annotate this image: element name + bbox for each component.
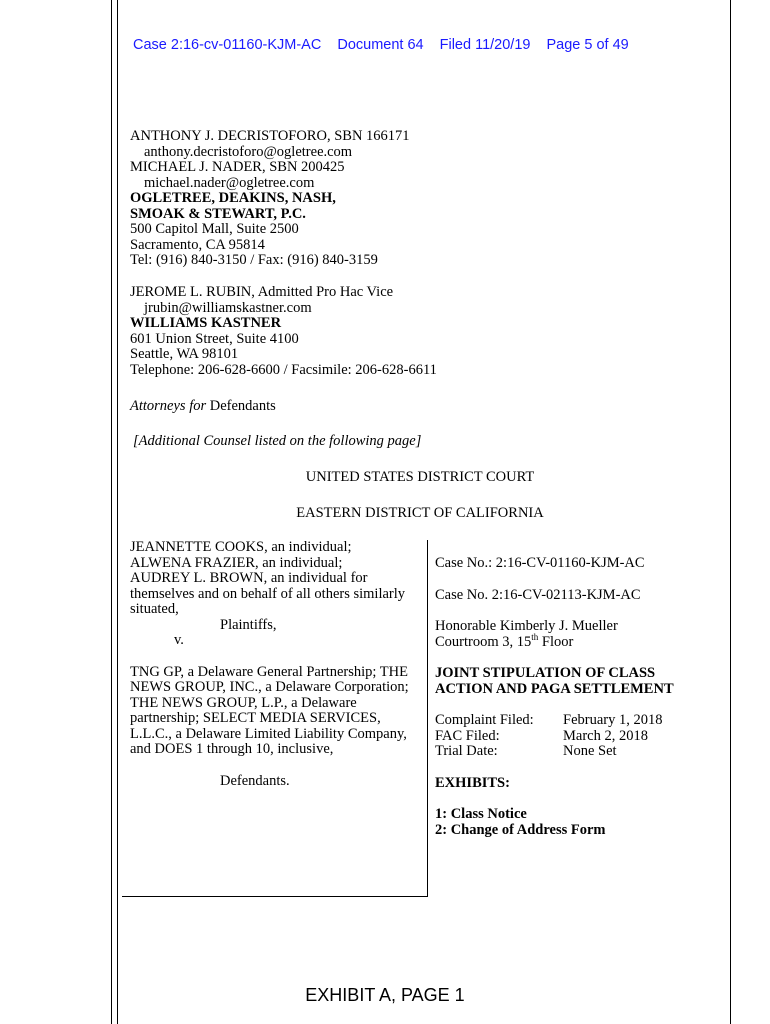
date-value: None Set <box>563 743 617 759</box>
header-filed: Filed 11/20/19 <box>439 37 531 53</box>
date-label: Complaint Filed: <box>435 712 534 728</box>
counsel-line: MICHAEL J. NADER, SBN 200425 <box>130 159 345 175</box>
courtroom-floor: Floor <box>538 633 574 650</box>
counsel-email: anthony.decristoforo@ogletree.com <box>144 143 353 160</box>
exhibit-item: 1: Class Notice <box>435 806 527 822</box>
caption-parties <box>130 540 422 789</box>
defendant-line: NEWS GROUP, INC., a Delaware Corporation; <box>130 679 409 695</box>
defendants-role: Defendants. <box>220 772 290 789</box>
document-title: ACTION AND PAGA SETTLEMENT <box>435 680 674 697</box>
firm-name: OGLETREE, DEAKINS, NASH, <box>130 190 336 206</box>
attorneys-for <box>130 399 276 415</box>
left-margin-line <box>111 0 112 1024</box>
defendant-line: THE NEWS GROUP, L.P., a Delaware <box>130 694 357 711</box>
firm-name: SMOAK & STEWART, P.C. <box>130 205 306 222</box>
additional-counsel-note <box>133 434 421 450</box>
caption-divider-horizontal <box>122 896 428 897</box>
header-case: Case 2:16-cv-01160-KJM-AC <box>133 37 322 53</box>
header-document: Document 64 <box>337 37 424 53</box>
firm-phone: Telephone: 206-628-6600 / Facsimile: 206-628-6611 <box>130 361 437 378</box>
judge-name: Honorable Kimberly J. Mueller <box>435 618 618 634</box>
plaintiff-line: JEANNETTE COOKS, an individual; <box>130 539 352 555</box>
firm-address: Sacramento, CA 95814 <box>130 236 265 253</box>
date-label: FAC Filed: <box>435 727 500 744</box>
firm-address: Seattle, WA 98101 <box>130 346 239 362</box>
courtroom-sup: th <box>531 631 539 642</box>
counsel-line: ANTHONY J. DECRISTOFORO, SBN 166171 <box>130 128 410 144</box>
courtroom <box>435 631 725 651</box>
firm-address: 601 Union Street, Suite 4100 <box>130 330 299 347</box>
date-value: March 2, 2018 <box>563 727 648 744</box>
plaintiff-line: themselves and on behalf of all others similarly <box>130 585 406 602</box>
additional-counsel-text: [Additional Counsel listed on the following page] <box>133 433 422 449</box>
plaintiff-line: situated, <box>130 601 179 617</box>
exhibit-footer: EXHIBIT A, PAGE 1 <box>305 985 465 1005</box>
defendant-line: partnership; SELECT MEDIA SERVICES, <box>130 710 381 726</box>
defendant-line: L.L.C., a Delaware Limited Liability Company, <box>130 725 407 742</box>
courtroom-text: Courtroom 3, 15 <box>435 633 532 650</box>
plaintiff-line: AUDREY L. BROWN, an individual for <box>130 570 368 586</box>
ecf-header <box>133 37 641 53</box>
caption-case-info <box>435 556 725 838</box>
header-page: Page 5 of 49 <box>546 37 629 53</box>
document-title: JOINT STIPULATION OF CLASS <box>435 665 656 681</box>
date-label: Trial Date: <box>435 743 498 759</box>
counsel-email: jrubin@williamskastner.com <box>144 299 312 316</box>
case-number-2: Case No. 2:16-CV-02113-KJM-AC <box>435 586 641 603</box>
attorneys-for-party: Defendants <box>206 398 276 414</box>
firm-name: WILLIAMS KASTNER <box>130 315 282 331</box>
counsel-email: michael.nader@ogletree.com <box>144 174 315 191</box>
court-name: UNITED STATES DISTRICT COURT <box>305 469 535 485</box>
versus: v. <box>174 632 184 648</box>
defendant-line: and DOES 1 through 10, inclusive, <box>130 741 334 757</box>
counsel-line: JEROME L. RUBIN, Admitted Pro Hac Vice <box>130 284 394 300</box>
right-margin-line <box>730 0 731 1024</box>
firm-address: 500 Capitol Mall, Suite 2500 <box>130 221 299 237</box>
left-margin-line-inner <box>117 0 118 1024</box>
defendant-line: TNG GP, a Delaware General Partnership; THE <box>130 663 408 680</box>
counsel-block-williams <box>130 285 437 378</box>
caption-divider-vertical <box>427 540 428 896</box>
plaintiff-line: ALWENA FRAZIER, an individual; <box>130 554 343 571</box>
attorneys-for-italic: Attorneys for <box>130 398 207 414</box>
case-number-1: Case No.: 2:16-CV-01160-KJM-AC <box>435 555 645 571</box>
exhibits-heading: EXHIBITS: <box>435 774 510 791</box>
district-name: EASTERN DISTRICT OF CALIFORNIA <box>296 505 544 521</box>
date-value: February 1, 2018 <box>563 712 663 728</box>
exhibit-item: 2: Change of Address Form <box>435 821 606 838</box>
counsel-block-ogletree <box>130 129 410 269</box>
dates-table <box>435 713 725 760</box>
firm-phone: Tel: (916) 840-3150 / Fax: (916) 840-3159 <box>130 252 378 268</box>
plaintiffs-role: Plaintiffs, <box>220 616 277 633</box>
